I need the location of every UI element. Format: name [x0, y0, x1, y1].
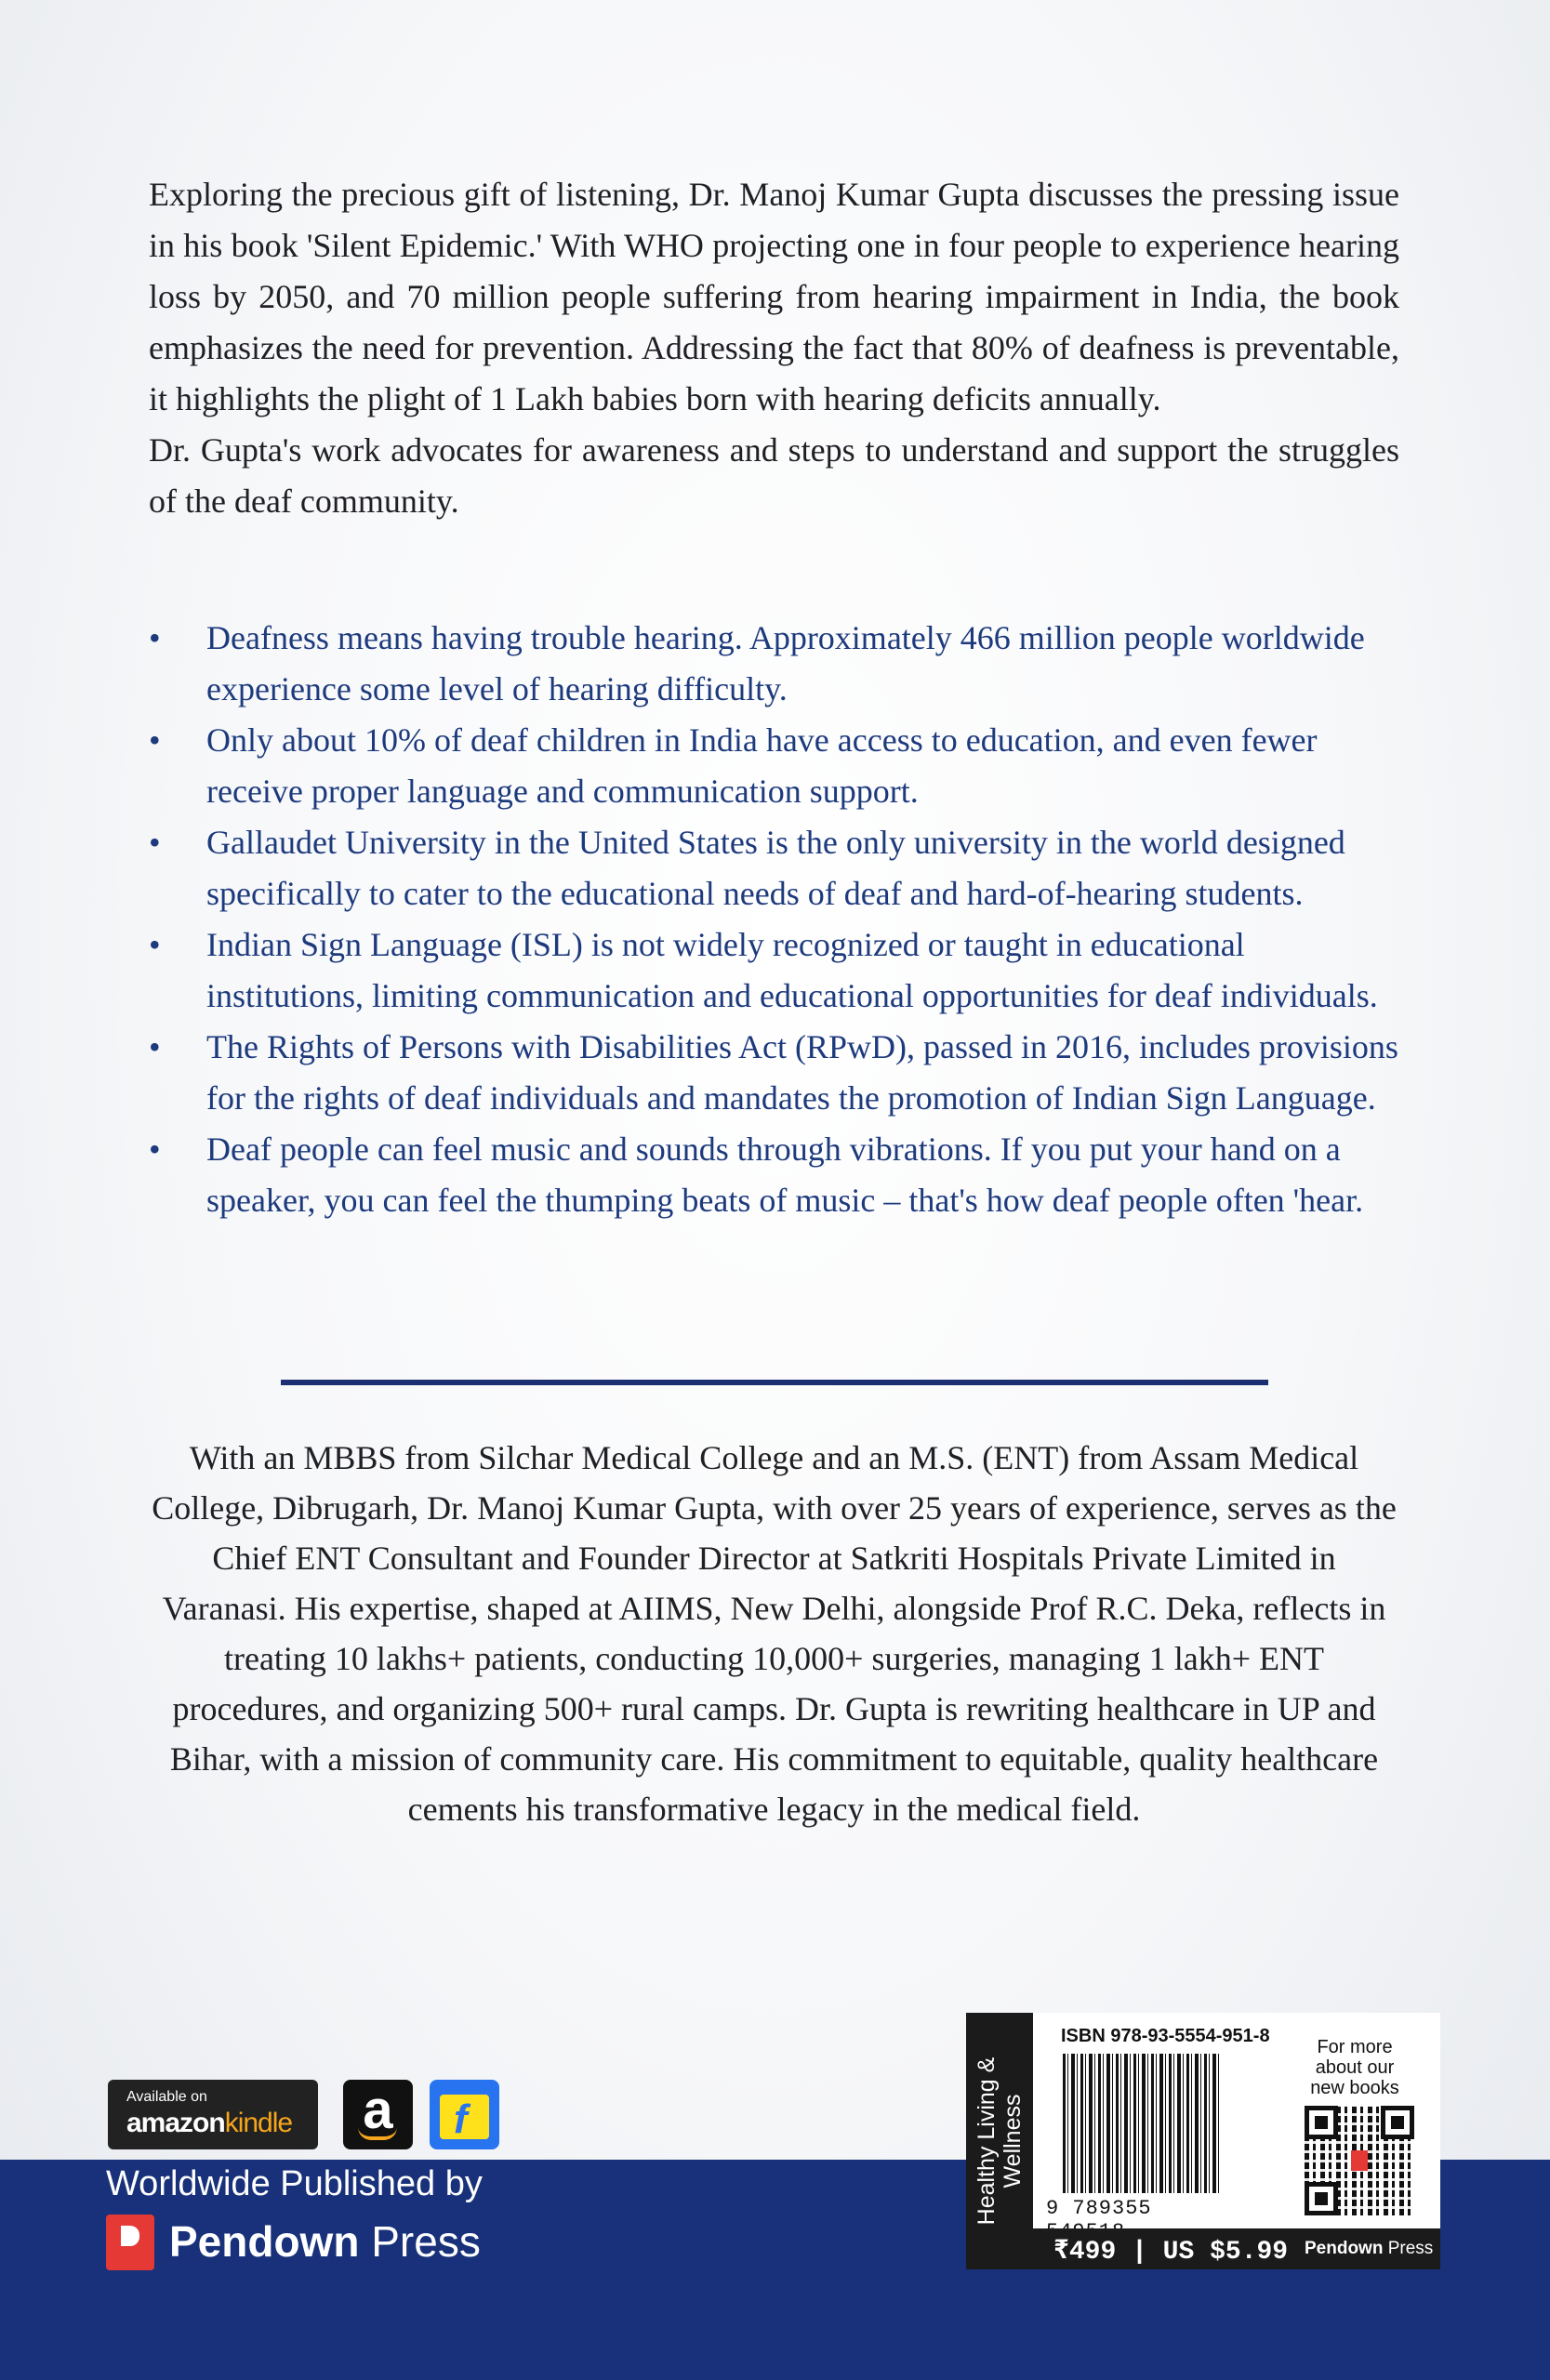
amazon-letter: a	[363, 2080, 393, 2140]
qr-finder-icon	[1305, 2182, 1338, 2215]
price-publisher-regular: Press	[1387, 2239, 1434, 2258]
list-item	[149, 817, 1399, 919]
list-item	[149, 919, 1399, 1022]
amazon-icon[interactable]	[343, 2080, 413, 2149]
intro-text	[149, 169, 1399, 527]
qr-code-icon[interactable]	[1305, 2106, 1414, 2215]
list-item	[149, 1022, 1399, 1124]
amazon-kindle-badge[interactable]	[108, 2080, 318, 2149]
bullet-icon: •	[149, 824, 161, 861]
intro-paragraph: Dr. Gupta's work advocates for awareness and steps to understand and support the struggles of the deaf community.	[149, 431, 1399, 520]
bullet-icon: •	[149, 1130, 161, 1168]
intro-paragraph: Exploring the precious gift of listening, Dr. Manoj Kumar Gupta discusses the pressing issue in his book 'Silent Epidemic.' With WHO projecting one in four people to experience hearing loss by 2050, and 70 million people suffering from hearing impairment in India, the book emphasizes the need for prevention. Addressing the fact that 80% of deafness is preventable, it highlights the plight of 1 Lakh babies born with hearing deficits annually.	[149, 176, 1399, 417]
price-row	[1033, 2228, 1440, 2269]
bullet-icon: •	[149, 1028, 161, 1065]
author-bio: With an MBBS from Silchar Medical College and an M.S. (ENT) from Assam Medical College, Dibrugarh, Dr. Manoj Kumar Gupta, with over 25 years of experience, serves as the Chief ENT Consultant and Founder Director at Satkriti Hospitals Private Limited in Varanasi. His expertise, shaped at AIIMS, New Delhi, alongside Prof R.C. Deka, reflects in treating 10 lakhs+ patients, conducting 10,000+ surgeries, managing 1 lakh+ ENT procedures, and organizing 500+ rural camps. Dr. Gupta is rewriting healthcare in UP and Bihar, with a mission of community care. His commitment to equitable, quality healthcare cements his transformative legacy in the medical field.	[152, 1439, 1397, 1828]
publisher-name	[169, 2216, 481, 2267]
kindle-available-label: Available on	[126, 2089, 207, 2105]
more-books-label: For more about our new books	[1310, 2037, 1399, 2098]
facts-list	[149, 613, 1399, 1226]
qr-logo-icon	[1351, 2150, 1368, 2171]
bullet-icon: •	[149, 721, 161, 759]
genre-strip	[966, 2013, 1033, 2269]
published-by-label: Worldwide Published by	[106, 2164, 483, 2203]
publisher-name-regular: Press	[371, 2217, 481, 2266]
flipkart-icon[interactable]	[430, 2080, 499, 2149]
qr-finder-icon	[1305, 2106, 1338, 2139]
kindle-brand-main: amazon	[126, 2108, 225, 2138]
fact-text: Deafness means having trouble hearing. Approximately 466 million people worldwide experience some level of hearing difficulty.	[206, 619, 1365, 707]
fact-text: Only about 10% of deaf children in India have access to education, and even fewer receive proper language and communication support.	[206, 721, 1318, 810]
price-publisher	[1305, 2239, 1433, 2259]
flipkart-letter: f	[454, 2096, 468, 2142]
list-item	[149, 1124, 1399, 1226]
fact-text: Gallaudet University in the United States is the only university in the world designed specifically to cater to the educational needs of deaf and hard-of-hearing students.	[206, 824, 1345, 912]
fact-text: Indian Sign Language (ISL) is not widely recognized or taught in educational institutions, limiting communication and educational opportunities for deaf individuals.	[206, 926, 1378, 1014]
kindle-brand-accent: kindle	[224, 2108, 293, 2138]
price-publisher-bold: Pendown	[1305, 2239, 1384, 2258]
price-label: ₹499 | US $5.99	[1053, 2238, 1289, 2267]
publisher-name-bold: Pendown	[169, 2217, 360, 2266]
list-item	[149, 613, 1399, 715]
list-item	[149, 715, 1399, 817]
barcode-icon	[1063, 2054, 1221, 2193]
genre-label: Healthy Living & Wellness	[974, 2056, 1026, 2226]
section-divider	[281, 1380, 1268, 1385]
barcode-digits: 9 789355	[1046, 2197, 1152, 2220]
bullet-icon: •	[149, 619, 161, 656]
fact-text: The Rights of Persons with Disabilities Act (RPwD), passed in 2016, includes provisions for the rights of deaf individuals and mandates the promotion of Indian Sign Language.	[206, 1028, 1398, 1117]
isbn-box	[966, 2013, 1440, 2269]
isbn-label: ISBN 978-93-5554-951-8	[1061, 2026, 1270, 2046]
pendown-logo-icon	[106, 2215, 154, 2270]
kindle-brand	[126, 2108, 292, 2139]
fact-text: Deaf people can feel music and sounds through vibrations. If you put your hand on a speaker, you can feel the thumping beats of music – that's how deaf people often 'hear.	[206, 1130, 1364, 1219]
bullet-icon: •	[149, 926, 161, 963]
qr-finder-icon	[1381, 2106, 1414, 2139]
